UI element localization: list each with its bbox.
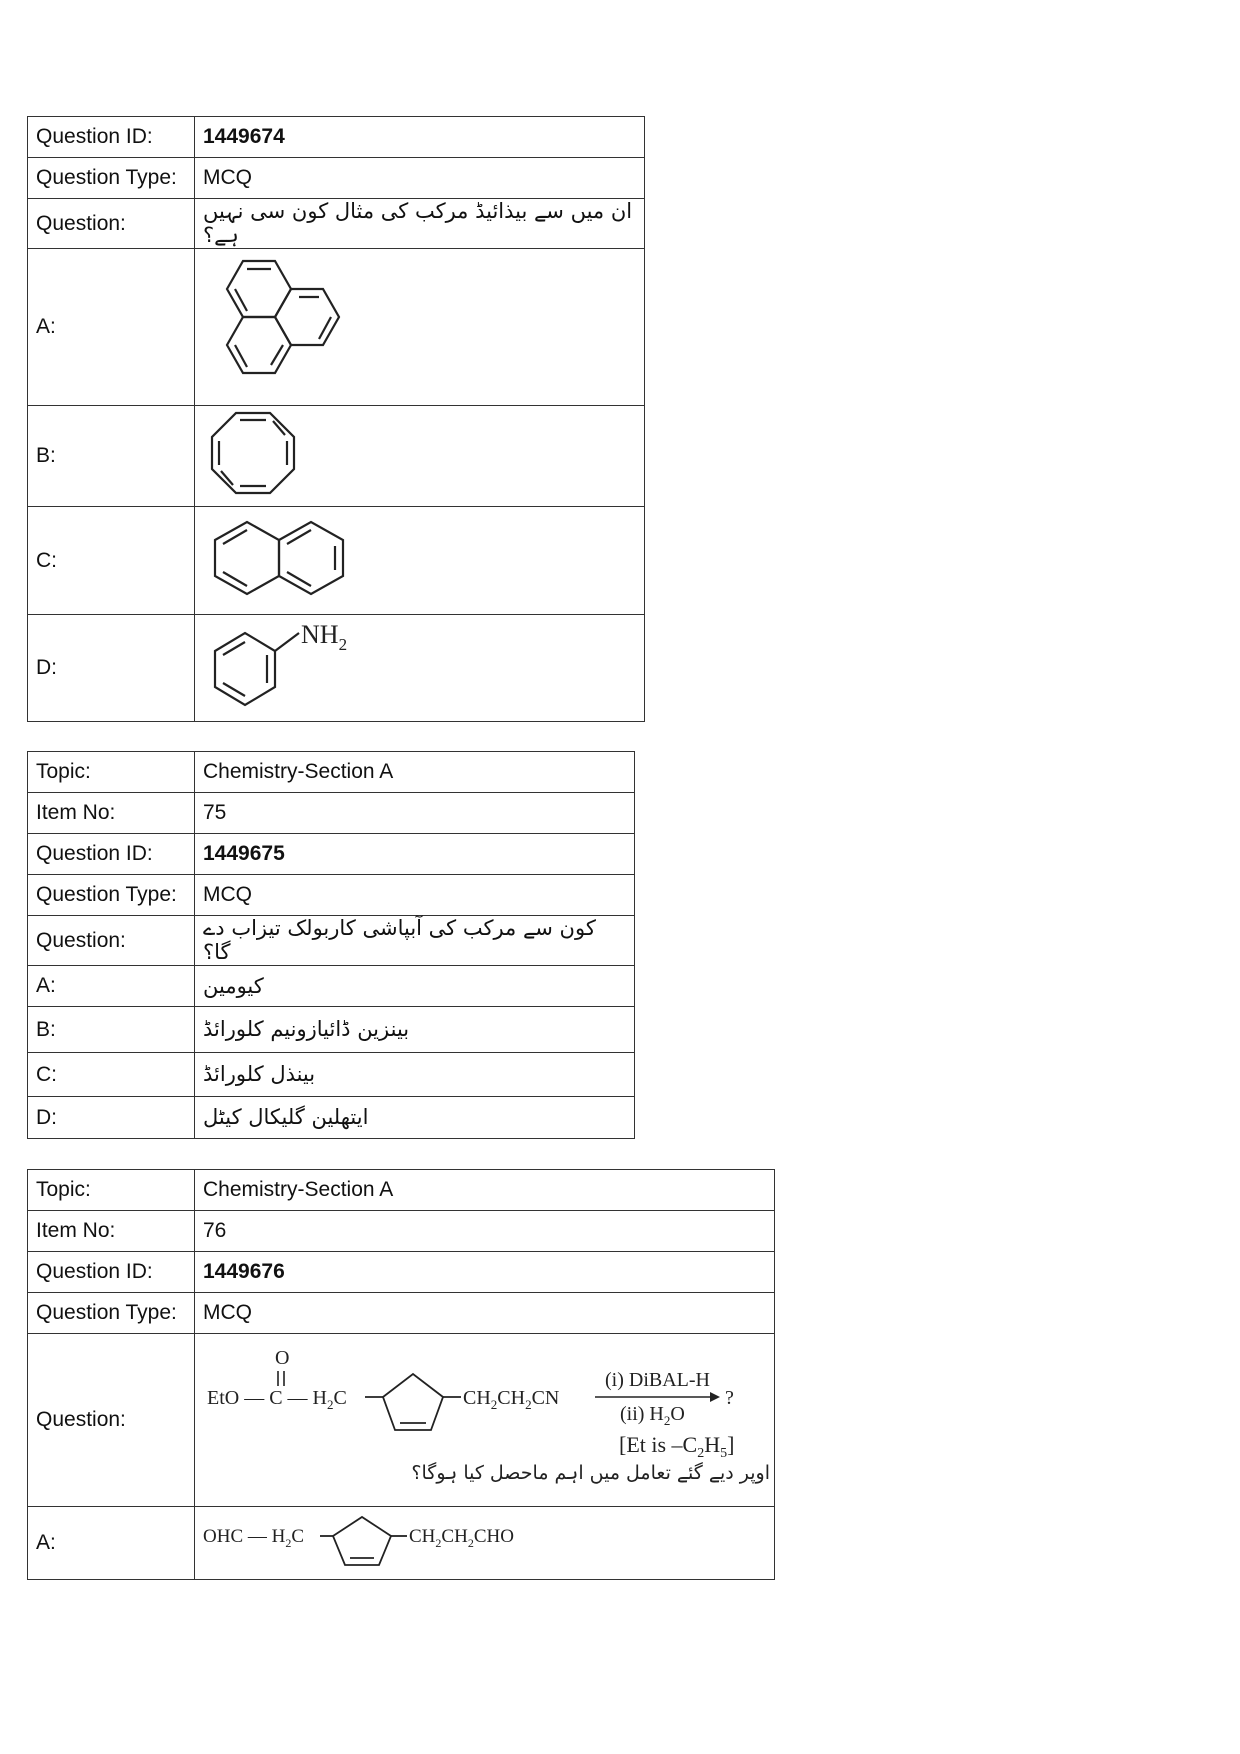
option-a-right: $CH_2CH_2CHO$ — [409, 1526, 514, 1550]
label-question: Question: — [28, 1334, 195, 1507]
label-question-type: Question Type: — [28, 158, 195, 199]
option-c-text: بینذل کلورائڈ — [203, 1062, 316, 1086]
option-a-structure — [195, 1507, 595, 1573]
question-id-value: 1449675 — [195, 834, 635, 875]
label-option-a: A: — [28, 966, 195, 1007]
label-question-id: Question ID: — [28, 1252, 195, 1293]
label-topic: Topic: — [28, 752, 195, 793]
label-question-type: Question Type: — [28, 875, 195, 916]
label-question: Question: — [28, 199, 195, 249]
naphthalene-icon — [203, 510, 373, 606]
cyclooctatetraene-icon — [203, 407, 303, 499]
label-question-type: Question Type: — [28, 1293, 195, 1334]
phenalene-icon — [203, 249, 363, 399]
et-note: [Et is $-C_2H_5$] — [619, 1432, 735, 1461]
substituent-right: $CH_2CH_2CN$ — [463, 1387, 560, 1412]
question-type-value: MCQ — [195, 875, 635, 916]
cyclopentene-icon — [320, 1517, 407, 1565]
label-question-id: Question ID: — [28, 117, 195, 158]
question-id-value: 1449674 — [195, 117, 645, 158]
topic-value: Chemistry-Section A — [195, 1170, 775, 1211]
item-no-value: 76 — [195, 1211, 775, 1252]
label-question-id: Question ID: — [28, 834, 195, 875]
option-b-text: بینزین ڈائیازونیم کلورائڈ — [203, 1017, 410, 1041]
label-option-a: A: — [28, 1507, 195, 1580]
question-text-urdu: ان میں سے بیذائیڈ مرکب کی مثال کون سی نہیں ہے؟ — [203, 199, 633, 247]
label-option-c: C: — [28, 1053, 195, 1097]
topic-value: Chemistry-Section A — [195, 752, 635, 793]
question-table-1449675 — [27, 751, 635, 1139]
reagent-2: (ii) $H_2O$ — [620, 1403, 685, 1428]
item-no-value: 75 — [195, 793, 635, 834]
aniline-icon — [203, 615, 393, 715]
option-a-text: کیومین — [203, 973, 264, 998]
cyclopentene-icon — [365, 1374, 461, 1430]
carbonyl-oxygen: O — [275, 1347, 290, 1369]
label-topic: Topic: — [28, 1170, 195, 1211]
option-a-left: OHC — $H_2C$ — [203, 1526, 305, 1550]
label-option-b: B: — [28, 1007, 195, 1053]
product-unknown: ? — [725, 1387, 734, 1409]
label-option-b: B: — [28, 406, 195, 507]
reactant-left: EtO — C — $H_2C$ — [207, 1387, 347, 1412]
label-item-no: Item No: — [28, 793, 195, 834]
question-type-value: MCQ — [195, 158, 645, 199]
reagent-1: (i) DiBAL-H — [605, 1369, 710, 1391]
label-option-d: D: — [28, 615, 195, 722]
label-question: Question: — [28, 916, 195, 966]
question-text-urdu: کون سے مرکب کی آبپاشی کاربولک تیزاب دے گا؟ — [203, 916, 596, 964]
question-text-urdu: اوپر دیے گئے تعامل میں اہم ماحصل کیا ہوگا؟ — [411, 1462, 770, 1484]
label-option-d: D: — [28, 1097, 195, 1139]
question-table-1449676 — [27, 1169, 775, 1580]
reaction-scheme — [195, 1334, 775, 1500]
question-table-1449674 — [27, 116, 645, 722]
nh2-label: $NH_2$ — [301, 620, 348, 654]
option-d-text: ایتھلین گلیکال کیٹل — [203, 1105, 369, 1129]
question-type-value: MCQ — [195, 1293, 775, 1334]
question-id-value: 1449676 — [195, 1252, 775, 1293]
label-option-c: C: — [28, 507, 195, 615]
label-item-no: Item No: — [28, 1211, 195, 1252]
label-option-a: A: — [28, 249, 195, 406]
